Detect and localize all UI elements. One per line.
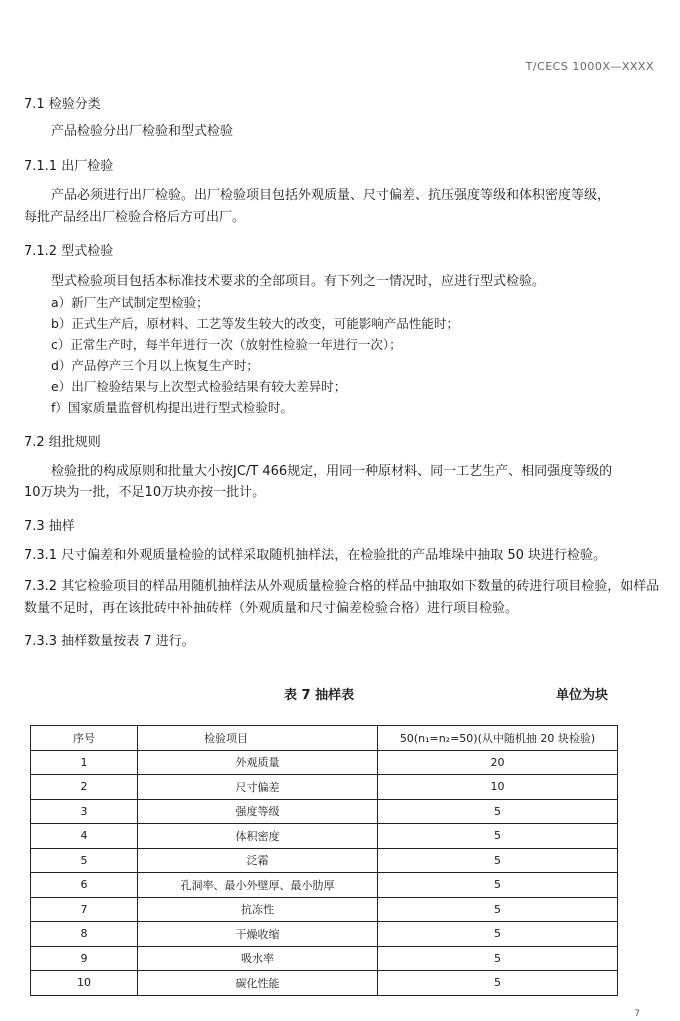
- list-item: f）国家质量监督机构提出进行型式检验时。: [51, 400, 293, 415]
- section-7-1-1-heading: 7.1.1 出厂检验: [24, 159, 114, 174]
- table-row: [31, 750, 618, 775]
- section-7-3-3-text: 7.3.3 抽样数量按表 7 进行。: [24, 634, 195, 649]
- section-7-3-heading: 7.3 抽样: [24, 519, 75, 534]
- table-cell: 5: [378, 824, 618, 849]
- table-cell: 1: [31, 750, 138, 775]
- table-cell: 5: [378, 799, 618, 824]
- list-item: a）新厂生产试制定型检验；: [51, 295, 209, 310]
- table-row: [31, 897, 618, 922]
- table-cell: 体积密度: [138, 824, 378, 849]
- table-cell: 尺寸偏差: [138, 775, 378, 800]
- table-cell: 9: [31, 946, 138, 971]
- table-cell: 吸水率: [138, 946, 378, 971]
- table-row: [31, 824, 618, 849]
- section-7-1-text: 产品检验分出厂检验和型式检验: [51, 124, 234, 139]
- table-row: [31, 799, 618, 824]
- table-row: [31, 922, 618, 947]
- table-caption: 表 7 抽样表: [284, 688, 355, 703]
- table-cell: 2: [31, 775, 138, 800]
- table-cell: 20: [378, 750, 618, 775]
- table-cell: 5: [378, 946, 618, 971]
- sampling-table: [30, 725, 618, 996]
- table-cell: 5: [378, 873, 618, 898]
- list-item: e）出厂检验结果与上次型式检验结果有较大差异时；: [51, 379, 347, 394]
- table-row: [31, 873, 618, 898]
- table-row: [31, 946, 618, 971]
- header-cell: 检验项目: [138, 726, 378, 751]
- table-cell: 强度等级: [138, 799, 378, 824]
- table-cell: 泛霜: [138, 848, 378, 873]
- section-7-1-2-heading: 7.1.2 型式检验: [24, 244, 114, 259]
- table-cell: 5: [31, 848, 138, 873]
- section-7-2-text-line1: 检验批的构成原则和批量大小按JC/T 466规定，用同一种原材料、同一工艺生产、相同强度等级的: [51, 464, 613, 479]
- table-cell: 干燥收缩: [138, 922, 378, 947]
- table-cell: 3: [31, 799, 138, 824]
- table-cell: 10: [378, 775, 618, 800]
- page-number: 7: [634, 1009, 640, 1019]
- table-row: [31, 775, 618, 800]
- section-7-3-2-text: 7.3.2 其它检验项目的样品用随机抽样法从外观质量检验合格的样品中抽取如下数量的砖进行项目检验，如样品数量不足时，再在该批砖中补抽砖样（外观质量和尺寸偏差检验合格）进行项目检验。: [24, 579, 660, 616]
- header-cell: 序号: [31, 726, 138, 751]
- table-cell: 6: [31, 873, 138, 898]
- standard-code: T/CECS 1000X—XXXX: [525, 60, 654, 73]
- table-header-row: [31, 726, 618, 751]
- section-7-1-heading: 7.1 检验分类: [24, 97, 101, 112]
- table-cell: 8: [31, 922, 138, 947]
- table-cell: 10: [31, 971, 138, 996]
- list-item: b）正式生产后，原材料、工艺等发生较大的改变，可能影响产品性能时；: [51, 316, 459, 331]
- header-cell: 50(n₁=n₂=50)(从中随机抽 20 块检验): [378, 726, 618, 751]
- table-cell: 外观质量: [138, 750, 378, 775]
- section-7-3-1-text: 7.3.1 尺寸偏差和外观质量检验的试样采取随机抽样法，在检验批的产品堆垛中抽取 50 块进行检验。: [24, 548, 607, 563]
- list-item: c）正常生产时，每半年进行一次（放射性检验一年进行一次）；: [51, 337, 402, 352]
- table-unit: 单位为块: [556, 688, 609, 703]
- table-cell: 5: [378, 971, 618, 996]
- table-cell: 5: [378, 848, 618, 873]
- section-7-1-1-text-line1: 产品必须进行出厂检验。出厂检验项目包括外观质量、尺寸偏差、抗压强度等级和体积密度等级，: [51, 188, 611, 203]
- table-cell: 5: [378, 922, 618, 947]
- section-7-1-1-text-line2: 每批产品经出厂检验合格后方可出厂。: [24, 210, 246, 225]
- table-cell: 4: [31, 824, 138, 849]
- table-cell: 孔洞率、最小外壁厚、最小肋厚: [138, 873, 378, 898]
- section-7-2-text-line2: 10万块为一批，不足10万块亦按一批计。: [24, 485, 266, 500]
- list-item: d）产品停产三个月以上恢复生产时；: [51, 358, 259, 373]
- table-cell: 抗冻性: [138, 897, 378, 922]
- table-cell: 碳化性能: [138, 971, 378, 996]
- table-row: [31, 971, 618, 996]
- table-row: [31, 848, 618, 873]
- table-cell: 5: [378, 897, 618, 922]
- section-7-2-heading: 7.2 组批规则: [24, 435, 101, 450]
- table-cell: 7: [31, 897, 138, 922]
- section-7-1-2-text: 型式检验项目包括本标准技术要求的全部项目。有下列之一情况时，应进行型式检验。: [51, 274, 546, 289]
